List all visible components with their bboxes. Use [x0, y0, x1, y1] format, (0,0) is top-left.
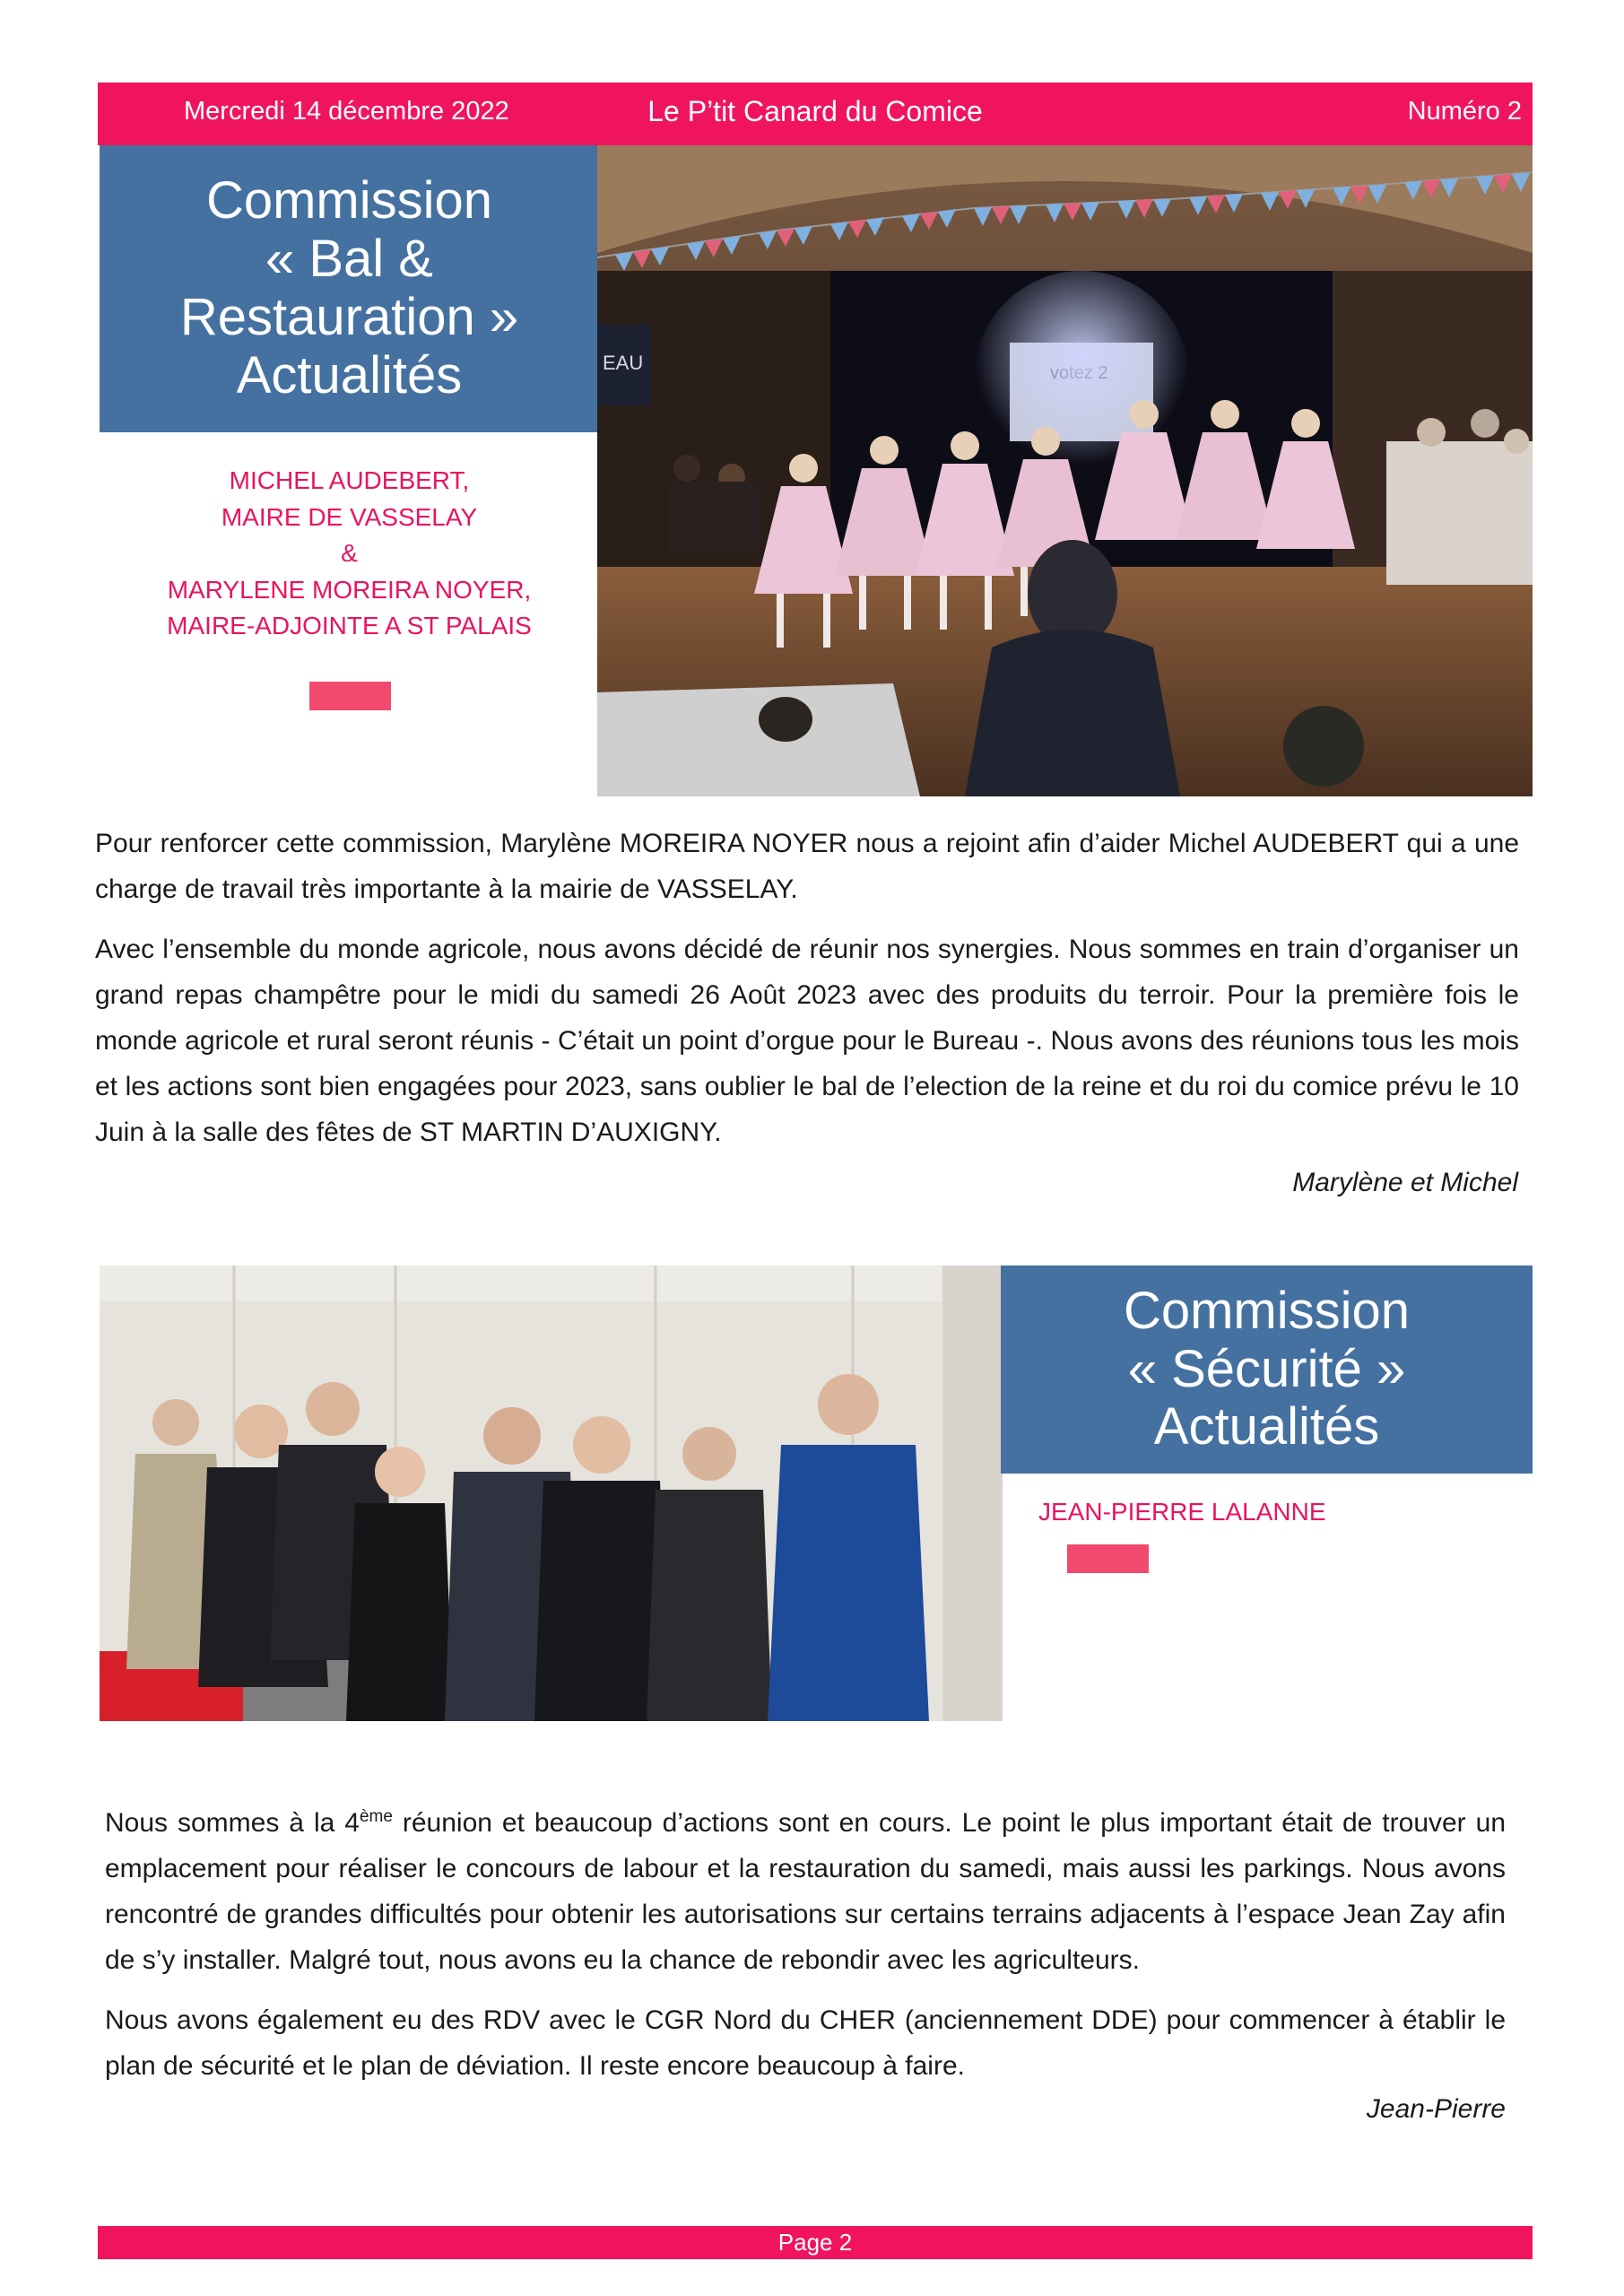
photo-banner-text: EAU — [603, 352, 644, 374]
section2-title-box — [1001, 1265, 1533, 1474]
header-band — [98, 83, 1533, 145]
group-photo — [100, 1265, 1003, 1721]
section2-paragraph: Nous sommes à la 4ème réunion et beaucoup d’actions sont en cours. Le point le plus important était de trouver un emplacement pour réaliser le concours de labour et la restauration du samedi, mais aussi les parkings. Nous avons rencontré de grandes difficultés pour obtenir les autorisations sur certains terrains adjacents à l’espace Jean Zay afin de s’y installer. Malgré tout, nous avons eu la chance de rebondir avec les agriculteurs. — [105, 1807, 1507, 1975]
section1-paragraph: Avec l’ensemble du monde agricole, nous avons décidé de réunir nos synergies. Nous sommes en train d’organiser un grand repas champêtre pour le midi du samedi 26 Août 2023 avec des produits du terroir. Pour la première fois le monde agricole et rural seront réunis - C’était un point d’orgue pour le Bureau -. Nous avons des réunions tous les mois et les actions sont bien engagées pour 2023, sans oublier le bal de l’election de la reine et du roi du comice prévu le 10 Juin à la salle des fêtes de ST MARTIN D’AUXIGNY. — [95, 935, 1519, 1147]
section2-author: JEAN-PIERRE LALANNE — [1038, 1498, 1326, 1526]
issue-date: Mercredi 14 décembre 2022 — [184, 97, 509, 126]
footer-band — [98, 2226, 1533, 2259]
section1-authors: MICHEL AUDEBERT, MAIRE DE VASSELAY & MARYLENE MOREIRA NOYER, MAIRE-ADJOINTE A ST PALAIS — [167, 466, 532, 640]
dance-hall-photo — [597, 145, 1533, 796]
issue-number: Numéro 2 — [1407, 97, 1522, 126]
newsletter-title: Le P’tit Canard du Comice — [647, 95, 983, 127]
page-number: Page 2 — [777, 2229, 853, 2256]
section1-signature: Marylène et Michel — [1292, 1168, 1518, 1197]
section2-accent-bar — [1067, 1544, 1149, 1573]
section2-title: Commission « Sécurité » Actualités — [1123, 1281, 1411, 1457]
section1-accent-bar — [309, 682, 391, 710]
section1-paragraph: Pour renforcer cette commission, Marylène MOREIRA NOYER nous a rejoint afin d’aider Michel AUDEBERT qui a une charge de travail très importante à la mairie de VASSELAY. — [95, 829, 1519, 904]
section1-body — [95, 821, 1519, 1170]
section2-paragraph: Nous avons également eu des RDV avec le CGR Nord du CHER (anciennement DDE) pour commencer à établir le plan de sécurité et le plan de déviation. Il reste encore beaucoup à faire. — [105, 2005, 1506, 2081]
section1-title-box — [100, 145, 599, 432]
section1-title: Commission « Bal & Restauration » Actualités — [179, 171, 519, 404]
superscript: ème — [359, 1807, 393, 1826]
section2-body — [105, 1794, 1506, 2103]
section2-signature: Jean-Pierre — [1366, 2094, 1506, 2124]
